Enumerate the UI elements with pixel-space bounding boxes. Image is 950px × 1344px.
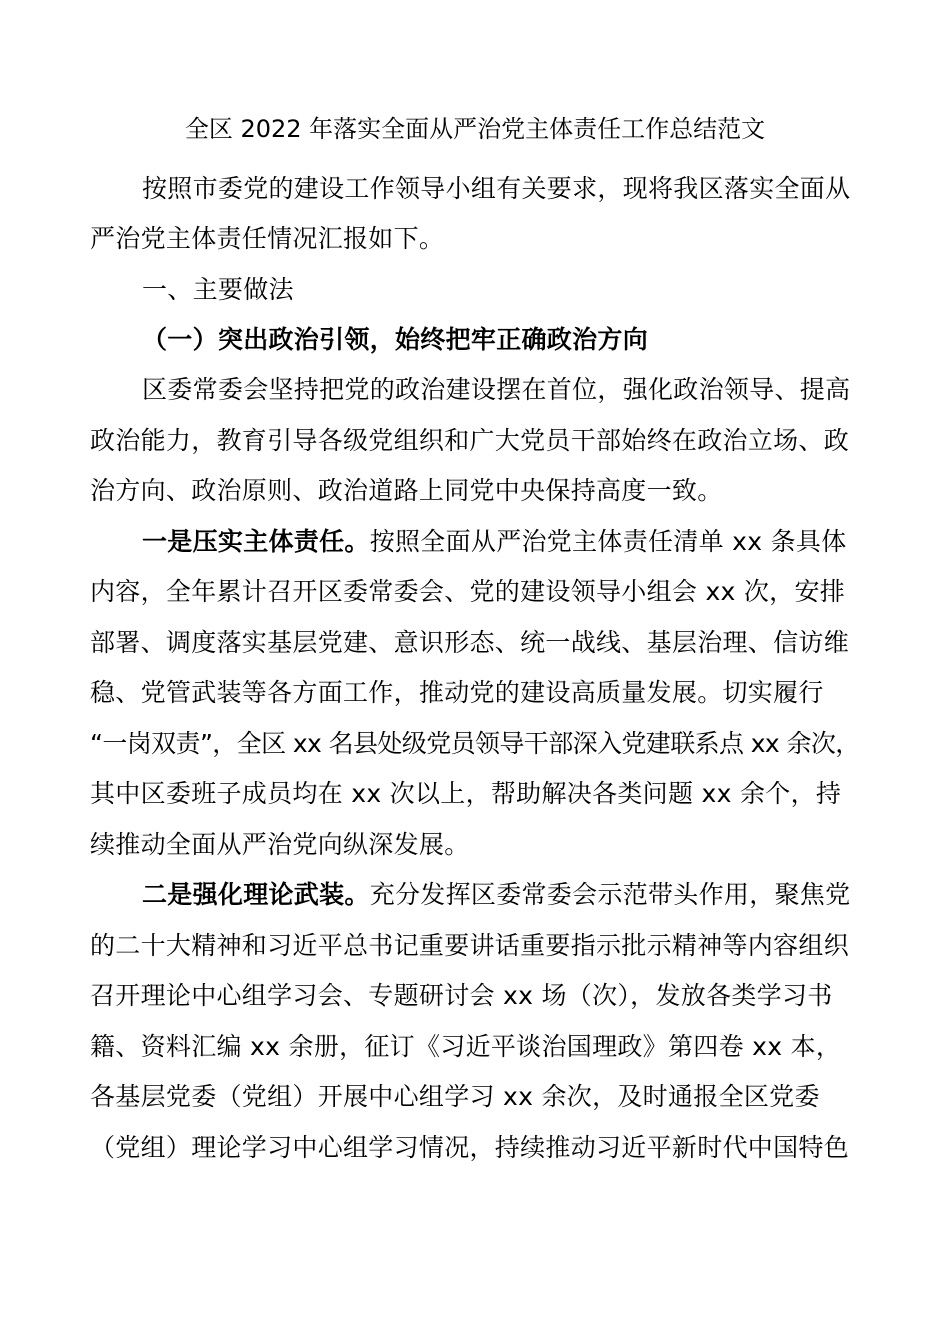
- paragraph-line: 治方向、政治原则、政治道路上同党中央保持高度一致。: [90, 476, 723, 505]
- point-2-first-line-text: 充分发挥区委常委会示范带头作用，聚焦党: [369, 880, 851, 909]
- document-title: 全区 2022 年落实全面从严治党主体责任工作总结范文: [184, 115, 766, 143]
- paragraph-line: 内容，全年累计召开区委常委会、党的建设领导小组会 xx 次，安排: [90, 577, 846, 606]
- paragraph-line: 政治能力，教育引导各级党组织和广大党员干部始终在政治立场、政: [90, 426, 850, 455]
- paragraph-line: 部署、调度落实基层党建、意识形态、统一战线、基层治理、信访维: [90, 628, 850, 657]
- intro-line-1: 按照市委党的建设工作领导小组有关要求，现将我区落实全面从: [142, 174, 851, 203]
- paragraph-line: 区委常委会坚持把党的政治建设摆在首位，强化政治领导、提高: [142, 375, 851, 404]
- paragraph-line: 其中区委班子成员均在 xx 次以上，帮助解决各类问题 xx 余个，持: [90, 779, 842, 808]
- point-2-lead: 二是强化理论武装。: [142, 880, 370, 909]
- paragraph-line: 籍、资料汇编 xx 余册，征订《习近平谈治国理政》第四卷 xx 本，: [90, 1032, 842, 1061]
- point-2-first-line: [142, 879, 850, 911]
- point-1-first-line: [142, 526, 847, 558]
- paragraph-line: 续推动全面从严治党向纵深发展。: [90, 830, 470, 859]
- paragraph-line: “一岗双责”，全区 xx 名县处级党员领导干部深入党建联系点 xx 余次，: [90, 729, 860, 758]
- section-heading: 一、主要做法: [142, 275, 294, 304]
- paragraph-line: 召开理论中心组学习会、专题研讨会 xx 场（次），发放各类学习书: [90, 981, 833, 1010]
- point-1-lead: 一是压实主体责任。: [142, 527, 370, 556]
- intro-line-2: 严治党主体责任情况汇报如下。: [90, 224, 445, 253]
- paragraph-line: 稳、党管武装等各方面工作，推动党的建设高质量发展。切实履行: [90, 678, 824, 707]
- point-1-first-line-text: 按照全面从严治党主体责任清单 xx 条具体: [369, 527, 847, 556]
- paragraph-line: （党组）理论学习中心组学习情况，持续推动习近平新时代中国特色: [90, 1133, 850, 1162]
- subsection-heading: （一）突出政治引领，始终把牢正确政治方向: [142, 325, 649, 354]
- paragraph-line: 的二十大精神和习近平总书记重要讲话重要指示批示精神等内容组织: [90, 931, 850, 960]
- paragraph-line: 各基层党委（党组）开展中心组学习 xx 余次，及时通报全区党委: [90, 1082, 820, 1111]
